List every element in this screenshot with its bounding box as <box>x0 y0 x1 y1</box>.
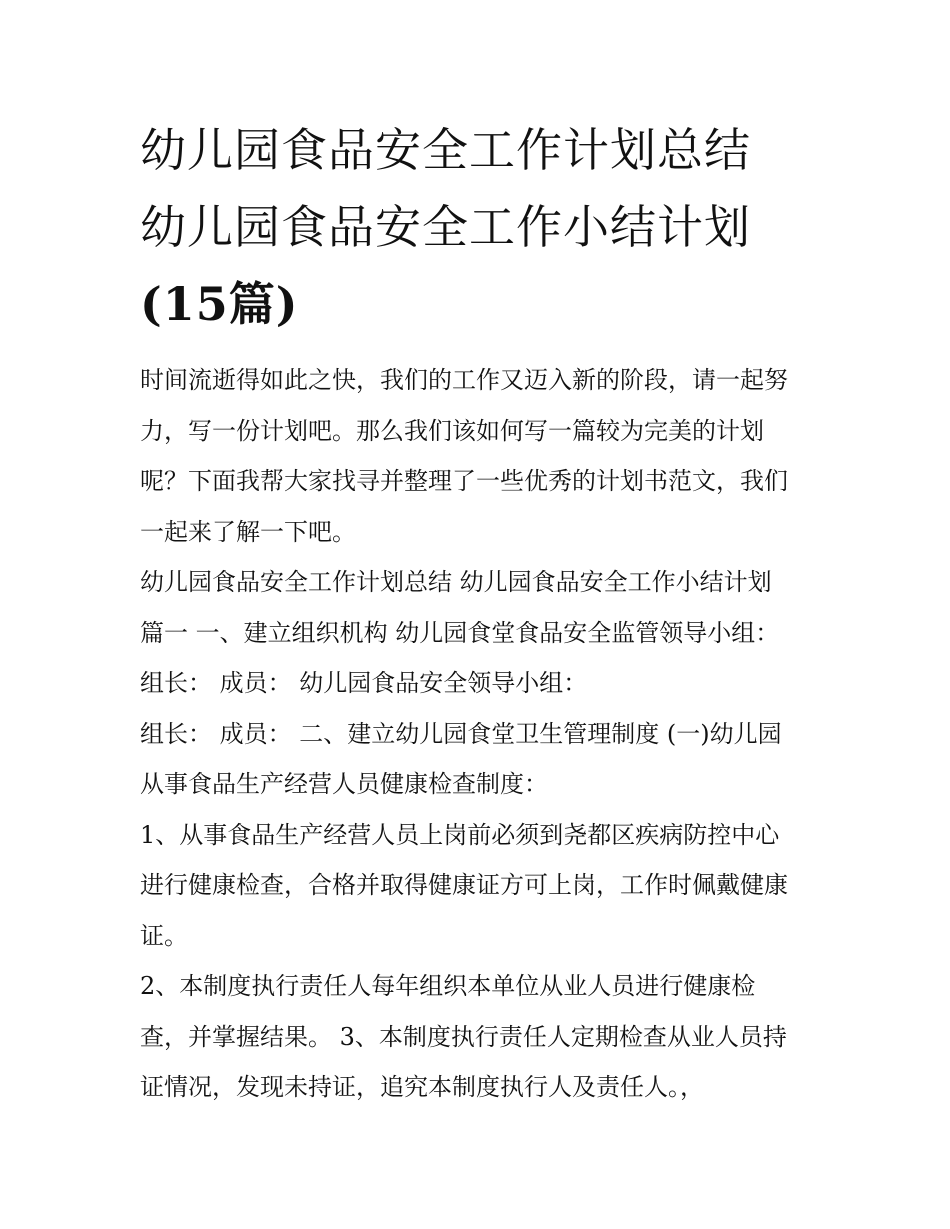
title-line: (15篇) <box>140 277 299 331</box>
body-line: 查，并掌握结果。 3、本制度执行责任人定期检查从业人员持 <box>140 1022 787 1051</box>
body-line: 呢？下面我帮大家找寻并整理了一些优秀的计划书范文，我们 <box>140 467 788 495</box>
body-line: 从事食品生产经营人员健康检查制度： <box>140 770 548 798</box>
body-line: 时间流逝得如此之快，我们的工作又迈入新的阶段，请一起努 <box>140 366 788 394</box>
body-line: 2、本制度执行责任人每年组织本单位从业人员进行健康检 <box>140 972 756 1000</box>
body-line: 组长： 成员： 二、建立幼儿园食堂卫生管理制度 (一)幼儿园 <box>140 719 782 748</box>
title-line: 幼儿园食品安全工作小结计划 <box>140 200 751 254</box>
body-line: 证。 <box>140 921 188 950</box>
body-line: 力，写一份计划吧。那么我们该如何写一篇较为完美的计划 <box>140 416 764 445</box>
document-title <box>140 112 820 343</box>
title-line: 幼儿园食品安全工作计划总结 <box>140 123 751 177</box>
body-line: 幼儿园食品安全工作计划总结 幼儿园食品安全工作小结计划 <box>140 568 772 596</box>
body-line: 证情况，发现未持证，追究本制度执行人及责任人。， <box>140 1073 704 1101</box>
body-line: 进行健康检查，合格并取得健康证方可上岗，工作时佩戴健康 <box>140 871 788 899</box>
body-line: 一起来了解一下吧。 <box>140 517 356 546</box>
document-body <box>140 355 820 1113</box>
body-line: 组长： 成员： 幼儿园食品安全领导小组： <box>140 669 588 697</box>
body-line: 1、从事食品生产经营人员上岗前必须到尧都区疾病防控中心 <box>140 820 780 849</box>
body-line: 篇一 一、建立组织机构 幼儿园食堂食品安全监管领导小组： <box>140 618 780 647</box>
